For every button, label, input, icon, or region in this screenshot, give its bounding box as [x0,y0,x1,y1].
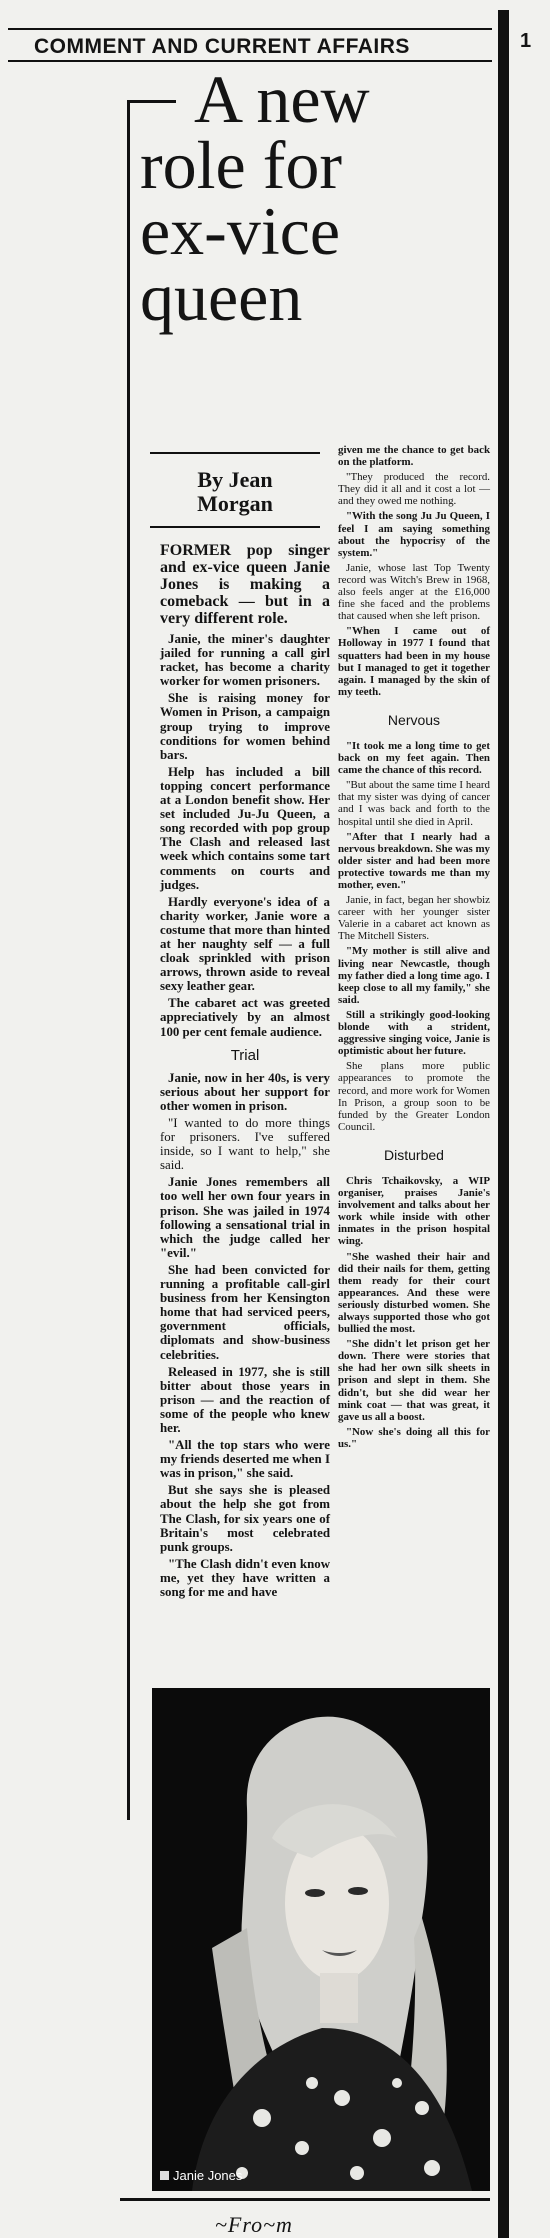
headline-line: queen [140,259,303,335]
body-paragraph: "Now she's doing all this for us." [338,1425,490,1450]
article-column-left [160,542,330,1602]
article-left-rule [127,100,130,1820]
body-paragraph: given me the chance to get back on the platform. [338,444,490,469]
crosshead-disturbed: Disturbed [384,1146,444,1163]
body-paragraph: She is raising money for Women in Prison, a campaign group trying to improve conditions for women behind bars. [160,691,330,762]
body-paragraph: She had been convicted for running a profitable call-girl business from her Kensington home that had serviced peers, government officials, diplomats and show-business celebrities. [160,1262,330,1362]
headline [140,61,490,335]
edge-character: 1 [520,30,532,52]
headline-line: role for [140,127,343,203]
body-paragraph: Still a strikingly good-looking blonde with a strident, aggressive singing voice, Janie is optimistic about her future. [338,1008,490,1058]
body-paragraph: The cabaret act was greeted appreciatively by an almost 100 per cent female audience. [160,996,330,1039]
photo-caption [160,2168,242,2183]
body-paragraph: Janie, now in her 40s, is very serious about her support for other women in prison. [160,1070,330,1113]
body-paragraph: Janie, the miner's daughter jailed for running a call girl racket, has become a charity worker for women prisoners. [160,632,330,689]
body-paragraph: "But about the same time I heard that my sister was dying of cancer and I was back and forth to the hospital until she died in April. [338,779,490,828]
body-paragraph: "With the song Ju Ju Queen, I feel I am saying something about the hypocrisy of the system." [338,510,490,559]
body-paragraph: Chris Tchaikovsky, a WIP organiser, praises Janie's involvement and talks about her work while inside with other inmates in the prison hospital wing. [338,1174,490,1248]
bottom-rule [120,2198,490,2201]
body-paragraph: She plans more public appearances to promote the record, and more work for Women In Prison, a group soon to be funded by the Greater London Council. [338,1060,490,1133]
headline-line: ex-vice [140,193,341,269]
body-paragraph: "After that I nearly had a nervous breakdown. She was my older sister and had been more protective towards me than my mother, even." [338,830,490,891]
page-gutter-rule [498,10,509,2238]
portrait-illustration [152,1688,490,2191]
body-paragraph: Hardly everyone's idea of a charity worker, Janie wore a costume that more than hinted at her naughty self — a full cloak sprinkled with prison arrows, thrown aside to reveal sexy leather gear. [160,894,330,994]
caption-text: Janie Jones [173,2168,243,2183]
body-paragraph: "My mother is still alive and living near Newcastle, though my father died a long time ago. I keep close to all my family," she said. [338,945,490,1006]
headline-line: A new [194,61,370,137]
body-paragraph: "It took me a long time to get back on my feet again. Then came the chance of this record. [338,739,490,777]
body-paragraph: "When I came out of Holloway in 1977 I found that squatters had been in my house but I managed to get it together again. I managed by the skin of my teeth. [338,625,490,698]
caption-square-icon [160,2171,169,2180]
byline [150,452,320,528]
body-paragraph: "I wanted to do more things for prisoners. I've suffered inside, so I want to help," she said. [160,1116,330,1173]
section-title: COMMENT AND CURRENT AFFAIRS [34,35,410,58]
byline-line: By Jean [197,467,273,492]
lede-paragraph: FORMER pop singer and ex-vice queen Janie Jones is making a comeback — but in a very different role. [160,542,330,627]
body-paragraph: Released in 1977, she is still bitter about those years in prison — and the reaction of some of the people who knew her. [160,1364,330,1435]
body-paragraph: Janie, in fact, began her showbiz career with her younger sister Valerie in a cabaret act known as The Mitchell Sisters. [338,894,490,943]
body-paragraph: "They produced the record. They did it all and it cost a lot — and they owed me nothing. [338,471,490,508]
byline-line: Morgan [197,491,273,516]
body-paragraph: "She washed their hair and did their nails for them, getting them ready for their court appearances. And these were seriously disturbed women. She always supported those who got bullied the most. [338,1250,490,1336]
body-paragraph: Help has included a bill topping concert performance at a London benefit show. Her set included Ju-Ju Queen, a song recorded with pop group The Clash and released last week which contains some tart comments on courts and judges. [160,764,330,892]
body-paragraph: But she says she is pleased about the help she got from The Clash, for six years one of Britain's most celebrated punk groups. [160,1483,330,1554]
crosshead-nervous: Nervous [387,711,441,728]
body-paragraph: Janie Jones remembers all too well her own four years in prison. She was jailed in 1974 following a sensational trial in which the judge called her "evil." [160,1175,330,1260]
body-paragraph: "All the top stars who were my friends deserted me when I was in prison," she said. [160,1438,330,1481]
crosshead-trial: Trial [230,1046,260,1064]
body-paragraph: Janie, whose last Top Twenty record was Witch's Brew in 1968, also feels anger at the £16,000 fine she faced and the problems that caused when she left prison. [338,561,490,623]
portrait-photo [152,1688,490,2191]
body-paragraph: "The Clash didn't even know me, yet they have written a song for me and have [160,1556,330,1599]
article-column-right [338,444,490,1453]
section-header [8,28,492,62]
next-article-fragment: ~Fro~m [215,2212,293,2237]
body-paragraph: "She didn't let prison get her down. There were stories that she had her own silk sheets in prison and slept in them. She didn't, but she did wear her mink coat — that was great, it gave us all a boost. [338,1338,490,1423]
